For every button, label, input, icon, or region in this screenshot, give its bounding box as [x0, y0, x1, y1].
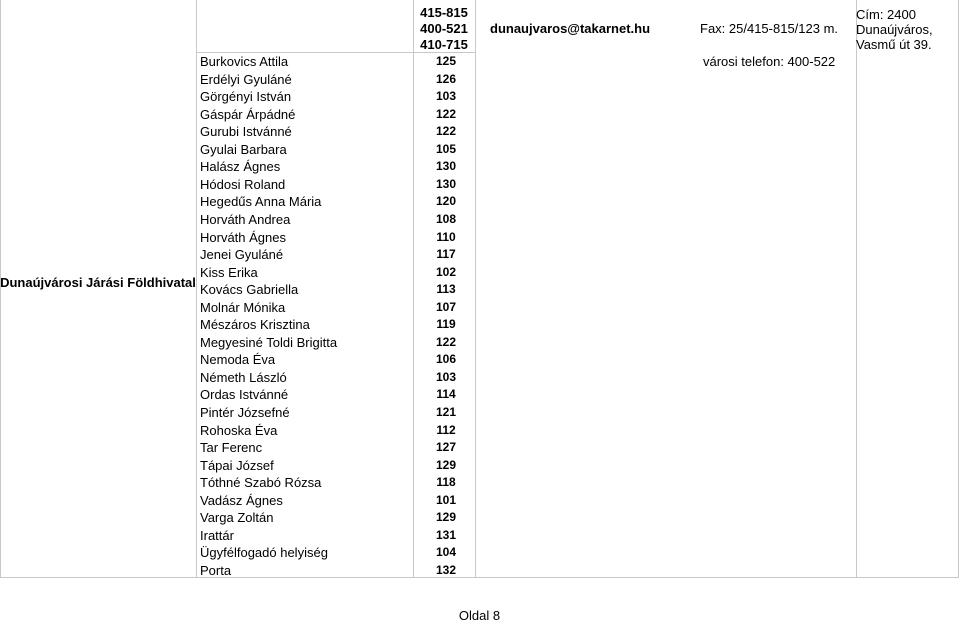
table-row	[196, 422, 475, 440]
phone-extension: 112	[436, 422, 456, 437]
phone-extension: 130	[435, 159, 457, 174]
table-row	[196, 229, 475, 247]
phone-extension: 118	[436, 475, 456, 490]
staff-name: Ordas Istvánné	[200, 387, 289, 403]
table-border	[0, 577, 959, 578]
table-row	[196, 123, 475, 141]
city-phone: városi telefon: 400-522	[703, 54, 836, 69]
address-line: Cím: 2400	[856, 7, 916, 22]
staff-name: Irattár	[200, 527, 234, 543]
staff-name: Horváth Ágnes	[200, 229, 286, 245]
table-row	[196, 492, 475, 510]
phone-extension: 126	[435, 71, 457, 86]
table-row	[196, 106, 475, 124]
table-row	[196, 386, 475, 404]
phone-extension: 132	[435, 562, 457, 577]
table-row	[196, 369, 475, 387]
phone-extension: 125	[435, 54, 457, 68]
table-row	[196, 299, 475, 317]
table-row	[196, 474, 475, 492]
table-row	[196, 457, 475, 475]
phone-extension: 130	[435, 176, 457, 191]
table-row	[196, 544, 475, 562]
table-row	[196, 53, 475, 71]
table-row	[196, 71, 475, 89]
table-row	[196, 509, 475, 527]
staff-name: Varga Zoltán	[200, 510, 274, 526]
staff-name: Horváth Andrea	[200, 211, 291, 227]
staff-name: Görgényi István	[200, 89, 292, 105]
table-row	[196, 141, 475, 159]
phone-extension: 107	[435, 299, 457, 314]
phone-extension: 108	[435, 211, 457, 226]
staff-name: Kovács Gabriella	[200, 282, 299, 298]
table-border	[475, 0, 476, 578]
office-name: Dunaújvárosi Járási Földhivatal	[0, 275, 196, 290]
staff-name: Tápai József	[200, 457, 274, 473]
staff-name: Mészáros Krisztina	[200, 317, 310, 333]
table-row	[196, 439, 475, 457]
staff-name: Hódosi Roland	[200, 176, 286, 192]
phone-extension: 117	[436, 247, 456, 262]
phone-extension: 119	[436, 317, 456, 332]
phone-extension: 103	[435, 369, 457, 384]
fax-number: Fax: 25/415-815/123 m.	[700, 21, 839, 36]
address-line: Vasmű út 39.	[856, 37, 932, 52]
phone-extension: 121	[435, 405, 457, 419]
phone-extension: 101	[435, 492, 457, 507]
phone-number: 415-815	[420, 5, 468, 20]
staff-name: Németh László	[200, 369, 287, 385]
staff-name: Vadász Ágnes	[200, 492, 283, 508]
address	[856, 7, 959, 52]
staff-name: Nemoda Éva	[200, 352, 276, 368]
phone-extension: 120	[435, 194, 457, 209]
table-row	[196, 562, 475, 580]
table-row	[196, 88, 475, 106]
phone-extension: 105	[435, 141, 457, 156]
table-row	[196, 158, 475, 176]
phone-extension: 122	[435, 106, 457, 121]
phone-extension: 122	[435, 334, 457, 349]
staff-name: Halász Ágnes	[200, 159, 281, 175]
email-address: dunaujvaros@takarnet.hu	[490, 21, 651, 36]
table-row	[196, 527, 475, 545]
table-row	[196, 334, 475, 352]
staff-name: Tar Ferenc	[200, 440, 263, 456]
phone-extension: 129	[435, 510, 457, 525]
table-row	[196, 246, 475, 264]
phone-extension: 114	[436, 387, 456, 402]
phone-extension: 131	[435, 527, 457, 542]
staff-name: Megyesiné Toldi Brigitta	[200, 334, 338, 350]
staff-name: Pintér Józsefné	[200, 405, 290, 420]
phone-extension: 122	[435, 124, 457, 139]
phone-numbers	[413, 5, 475, 53]
table-row	[196, 176, 475, 194]
staff-name: Porta	[200, 562, 232, 578]
address-line: Dunaújváros,	[856, 22, 933, 37]
staff-name: Hegedűs Anna Mária	[200, 194, 322, 210]
staff-name: Erdélyi Gyuláné	[200, 71, 292, 87]
staff-name: Burkovics Attila	[200, 54, 289, 69]
phone-extension: 129	[435, 457, 457, 472]
phone-extension: 104	[435, 545, 457, 560]
table-border	[856, 0, 857, 578]
table-row	[196, 211, 475, 229]
phone-extension: 102	[435, 264, 457, 279]
staff-name: Molnár Mónika	[200, 299, 286, 315]
phone-number: 400-521	[420, 21, 468, 36]
table-row	[196, 351, 475, 369]
staff-name: Gurubi Istvánné	[200, 124, 292, 140]
staff-name: Jenei Gyuláné	[200, 247, 284, 263]
phone-extension: 106	[435, 352, 457, 367]
table-row	[196, 193, 475, 211]
phone-extension: 127	[435, 440, 457, 455]
table-row	[196, 316, 475, 334]
phone-extension: 110	[436, 229, 456, 244]
staff-name: Ügyfélfogadó helyiség	[200, 545, 328, 561]
table-row	[196, 281, 475, 299]
phone-extension: 113	[436, 282, 456, 297]
page-number: Oldal 8	[458, 608, 501, 623]
table-row	[196, 404, 475, 422]
staff-name: Tóthné Szabó Rózsa	[200, 475, 322, 491]
table-row	[196, 264, 475, 282]
staff-name: Rohoska Éva	[200, 422, 278, 438]
staff-name: Gyulai Barbara	[200, 141, 287, 157]
staff-name: Gáspár Árpádné	[200, 106, 296, 122]
phone-extension: 103	[435, 89, 457, 104]
staff-name: Kiss Erika	[200, 264, 258, 280]
phone-number: 410-715	[420, 37, 468, 52]
